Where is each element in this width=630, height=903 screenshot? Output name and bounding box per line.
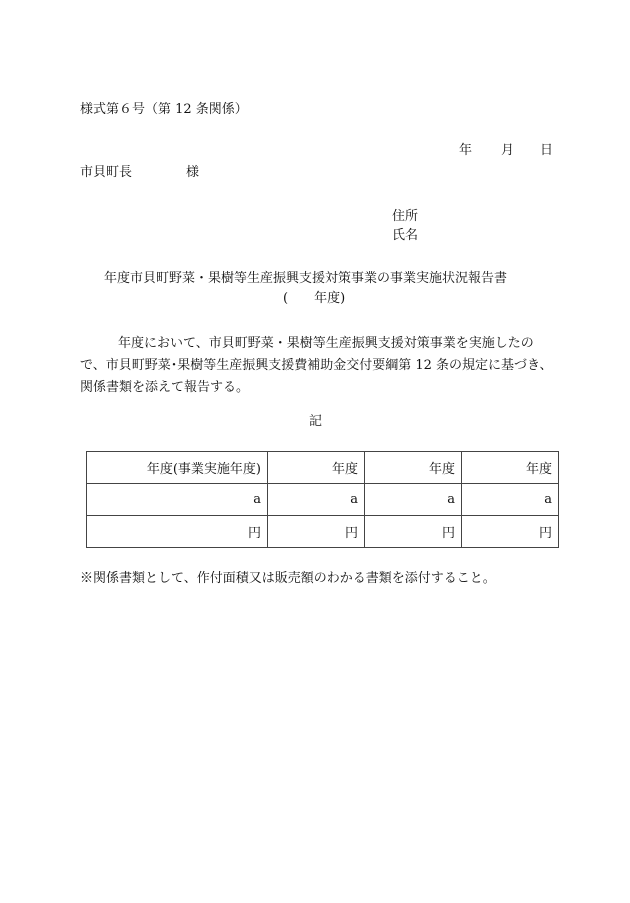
table-cell: 円 xyxy=(268,516,365,548)
table-cell: 年度 xyxy=(268,452,365,484)
table-row-amount xyxy=(87,516,559,548)
body-line-3: 関係書類を添えて報告する。 xyxy=(80,380,250,395)
report-body xyxy=(80,333,560,399)
date-year-label: 年 xyxy=(459,143,473,158)
addressee-honorific: 様 xyxy=(186,165,200,180)
table-cell: 円 xyxy=(462,516,559,548)
table-cell: 年度 xyxy=(365,452,462,484)
attachment-note: ※関係書類として、作付面積又は販売額のわかる書類を添付すること。 xyxy=(80,571,496,586)
report-subtitle: ( 年度) xyxy=(283,291,346,306)
table-cell: a xyxy=(462,484,559,516)
table-row-year xyxy=(87,452,559,484)
table-cell: 円 xyxy=(365,516,462,548)
body-line-1: 年度において、市貝町野菜・果樹等生産振興支援対策事業を実施したの xyxy=(118,336,534,351)
name-label: 氏名 xyxy=(392,228,419,243)
table-cell: a xyxy=(365,484,462,516)
date-day-label: 日 xyxy=(540,143,554,158)
table-cell: 年度 xyxy=(462,452,559,484)
table-cell: a xyxy=(268,484,365,516)
form-number: 様式第６号（第 12 条関係） xyxy=(80,102,248,117)
table-row-area xyxy=(87,484,559,516)
table-cell: a xyxy=(87,484,268,516)
report-title: 年度市貝町野菜・果樹等生産振興支援対策事業の事業実施状況報告書 xyxy=(104,271,508,286)
report-table xyxy=(86,451,559,548)
ki-heading: 記 xyxy=(309,414,323,429)
body-line-2: で、市貝町野菜･果樹等生産振興支援費補助金交付要綱第 12 条の規定に基づき、 xyxy=(80,358,553,373)
addressee: 市貝町長 xyxy=(80,165,133,180)
date-month-label: 月 xyxy=(501,143,515,158)
table-cell: 円 xyxy=(87,516,268,548)
address-label: 住所 xyxy=(392,209,419,224)
table-cell: 年度(事業実施年度) xyxy=(87,452,268,484)
